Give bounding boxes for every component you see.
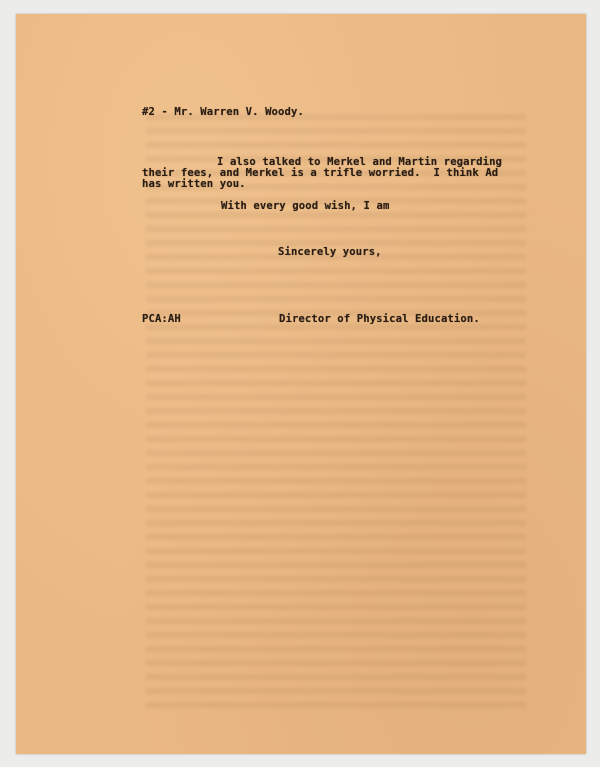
typist-initials: PCA:AH [142, 313, 181, 325]
body-line-3: has written you. [142, 178, 246, 190]
letter-page [16, 14, 586, 754]
signature-title: Director of Physical Education. [279, 313, 480, 325]
letter-header: #2 - Mr. Warren V. Woody. [142, 106, 304, 118]
wish-line: With every good wish, I am [221, 200, 390, 212]
body-line-1: I also talked to Merkel and Martin regarding [217, 156, 503, 168]
closing-line: Sincerely yours, [278, 246, 382, 258]
body-line-2: their fees, and Merkel is a trifle worried. I think Ad [142, 167, 499, 179]
